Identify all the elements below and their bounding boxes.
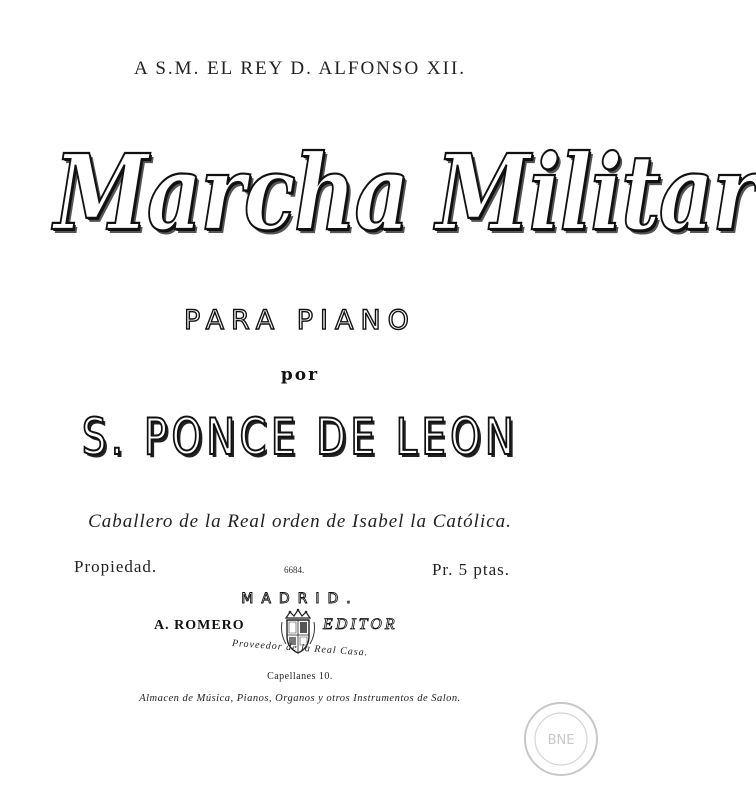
rights-notice: Propiedad. xyxy=(74,557,158,576)
plate-number: 6684. xyxy=(284,565,305,575)
title: Marcha Militar xyxy=(54,131,756,254)
composer-name: S. PONCE DE LEON xyxy=(81,408,519,466)
purveyor-line: Proveedor de la Real Casa. xyxy=(231,638,369,659)
svg-text:BNE: BNE xyxy=(547,733,575,748)
composer-honor: Caballero de la Real orden de Isabel la Católica. xyxy=(88,511,512,532)
publisher-name: A. ROMERO xyxy=(154,618,245,633)
shop-description: Almacen de Música, Pianos, Organos y otros Instrumentos de Salon. xyxy=(139,693,461,704)
by-line: por xyxy=(280,365,320,385)
publisher-role: EDITOR xyxy=(323,616,398,633)
dedication: A S.M. EL REY D. ALFONSO XII. xyxy=(133,58,467,79)
publisher-city: MADRID. xyxy=(241,591,359,607)
instrument-line: PARA PIANO xyxy=(184,305,416,336)
price: Pr. 5 ptas. xyxy=(431,560,510,579)
library-stamp-icon xyxy=(520,698,602,780)
publisher-address: Capellanes 10. xyxy=(267,671,333,682)
